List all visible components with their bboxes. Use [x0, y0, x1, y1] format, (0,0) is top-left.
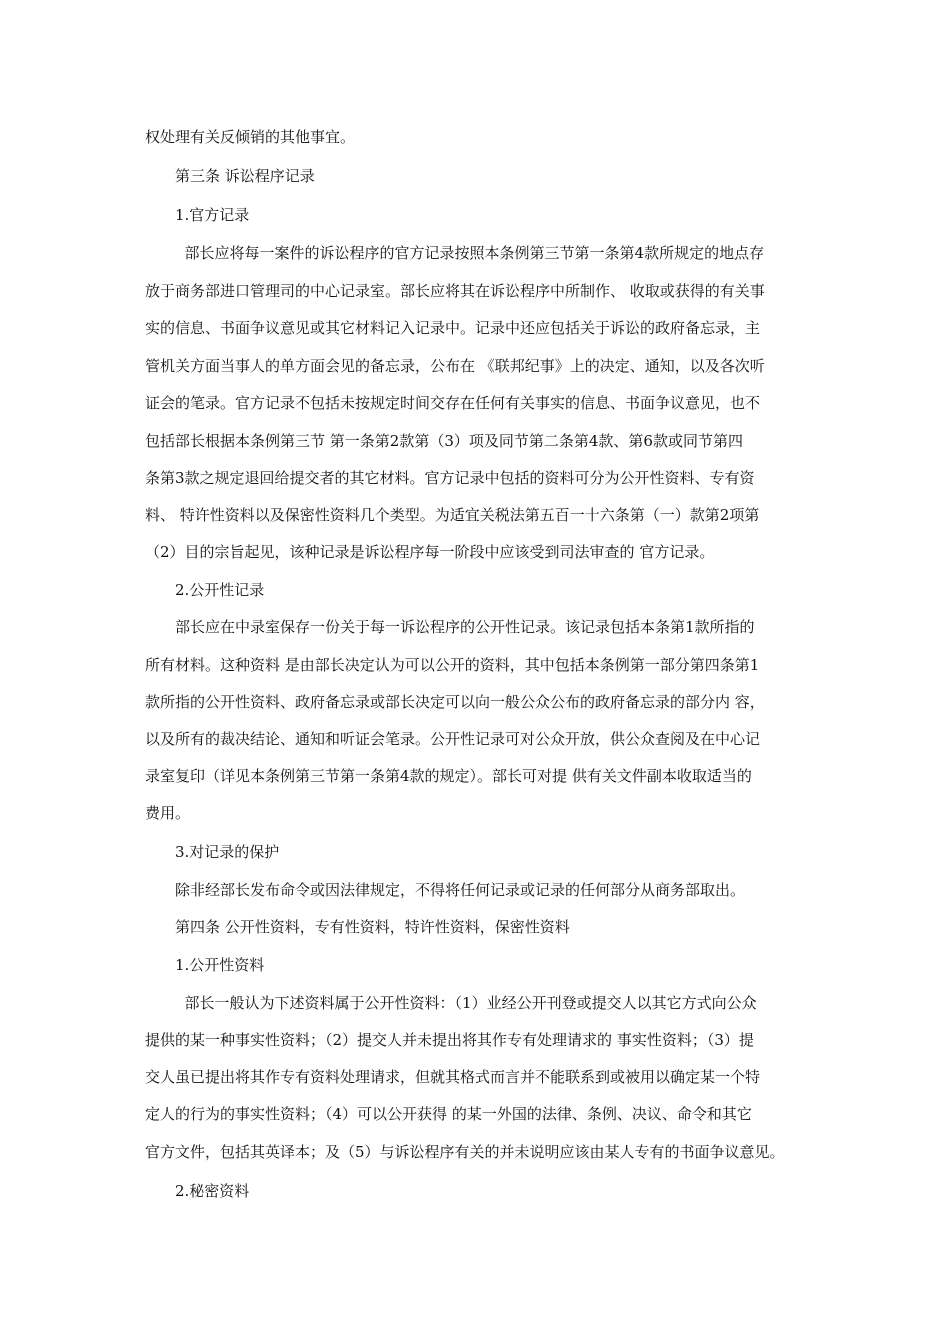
text-line: 提供的某一种事实性资料；（2）提交人并未提出将其作专有处理请求的 事实性资料；（3）提 [145, 1031, 754, 1049]
text-line: 除非经部长发布命令或因法律规定，不得将任何记录或记录的任何部分从商务部取出。 [175, 881, 746, 899]
text-line: 料、 特许性资料以及保密性资料几个类型。为适宜关税法第五百一十六条第（一）款第2项第 [145, 506, 760, 524]
text-line: 放于商务部进口管理司的中心记录室。部长应将其在诉讼程序中所制作、 收取或获得的有关事 [145, 282, 765, 300]
text-line: 证会的笔录。官方记录不包括未按规定时间交存在任何有关事实的信息、书面争议意见，也不 [145, 394, 761, 412]
section-heading: 2.秘密资料 [175, 1182, 250, 1200]
text-line: 部长一般认为下述资料属于公开性资料：（1）业经公开刊登或提交人以其它方式向公众 [175, 994, 757, 1012]
section-heading: 1.公开性资料 [175, 956, 265, 974]
text-line: 权处理有关反倾销的其他事宜。 [145, 128, 356, 146]
text-line: 所有材料。这种资料 是由部长决定认为可以公开的资料，其中包括本条例第一部分第四条第1 [145, 656, 760, 674]
text-line: 管机关方面当事人的单方面会见的备忘录，公布在 《联邦纪事》上的决定、通知，以及各次听 [145, 357, 765, 375]
section-heading: 3.对记录的保护 [175, 843, 280, 861]
text-line: 条第3款之规定退回给提交者的其它材料。官方记录中包括的资料可分为公开性资料、专有资 [145, 469, 755, 487]
article-heading: 第四条 公开性资料，专有性资料，特许性资料，保密性资料 [175, 918, 570, 936]
text-line: （2）目的宗旨起见，该种记录是诉讼程序每一阶段中应该受到司法审查的 官方记录。 [145, 543, 715, 561]
text-line: 部长应在中录室保存一份关于每一诉讼程序的公开性记录。该记录包括本条第1款所指的 [175, 618, 755, 636]
text-line: 官方文件，包括其英译本；及（5）与诉讼程序有关的并未说明应该由某人专有的书面争议意见。 [145, 1143, 785, 1161]
text-line: 费用。 [145, 804, 191, 822]
text-line: 以及所有的裁决结论、通知和听证会笔录。公开性记录可对公众开放，供公众查阅及在中心记 [145, 730, 761, 748]
section-heading: 2.公开性记录 [175, 581, 265, 599]
text-line: 定人的行为的事实性资料；（4）可以公开获得 的某一外国的法律、条例、决议、命令和其它 [145, 1105, 752, 1123]
text-line: 包括部长根据本条例第三节 第一条第2款第（3）项及同节第二条第4款、第6款或同节第四 [145, 432, 743, 450]
text-line: 部长应将每一案件的诉讼程序的官方记录按照本条例第三节第一条第4款所规定的地点存 [175, 244, 765, 262]
text-line: 交人虽已提出将其作专有资料处理请求，但就其格式而言并不能联系到或被用以确定某一个特 [145, 1068, 761, 1086]
section-heading: 1.官方记录 [175, 206, 250, 224]
article-heading: 第三条 诉讼程序记录 [175, 167, 315, 185]
text-line: 实的信息、书面争议意见或其它材料记入记录中。记录中还应包括关于诉讼的政府备忘录，主 [145, 319, 761, 337]
text-line: 录室复印（详见本条例第三节第一条第4款的规定）。部长可对提 供有关文件副本收取适当的 [145, 767, 752, 785]
text-line: 款所指的公开性资料、政府备忘录或部长决定可以向一般公众公布的政府备忘录的部分内 容， [145, 693, 765, 711]
